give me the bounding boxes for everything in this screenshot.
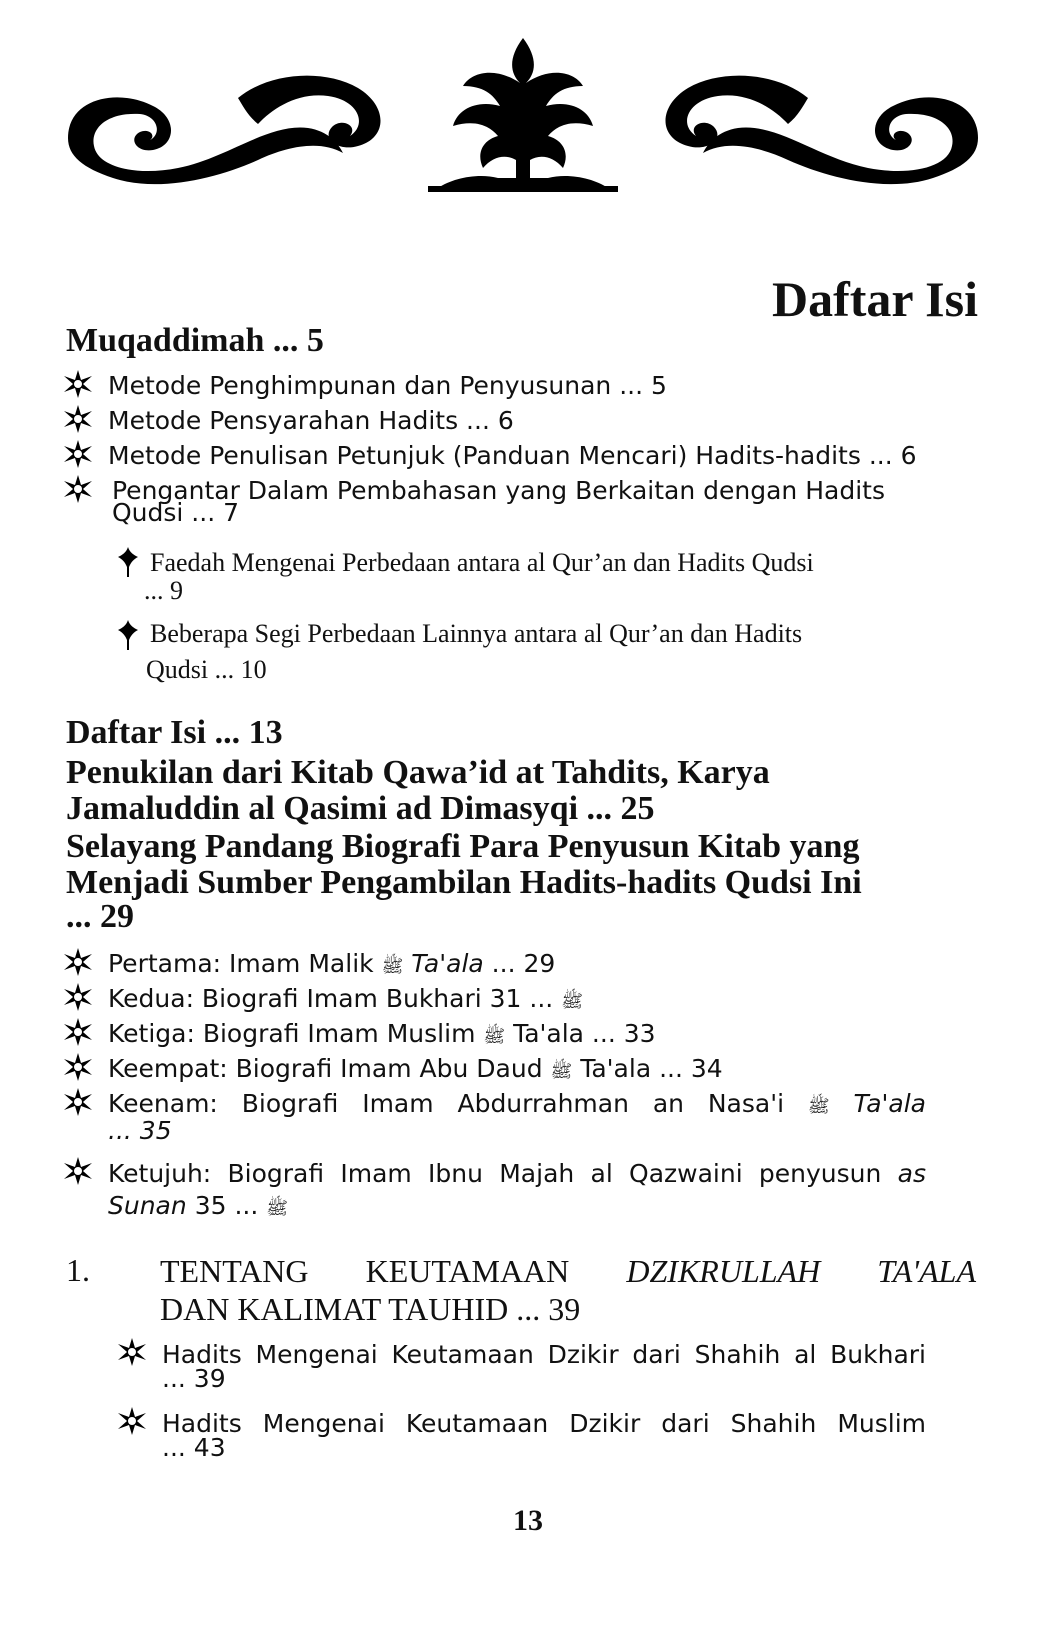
biografi-bukhari-page: ... 31 <box>489 984 554 1013</box>
heading-penukilan-line1[interactable]: Penukilan dari Kitab Qawa’id at Tahdits, Karya <box>66 754 770 791</box>
chapter-title[interactable] <box>160 1252 976 1328</box>
toc-item-pengantar-line2: Qudsi ... 7 <box>112 498 240 527</box>
star-bullet-icon <box>62 438 94 470</box>
star-bullet-icon <box>62 1051 94 1083</box>
toc-subitem-beberapa-line1: Beberapa Segi Perbedaan Lainnya antara al Qur’an dan Hadits <box>150 619 803 648</box>
floral-header-ornament <box>58 28 988 198</box>
toc-subitem-beberapa-line2: Qudsi ... 10 <box>146 655 267 684</box>
hadits-muslim-line2: ... 43 <box>162 1433 226 1462</box>
toc-item-biografi-nasai[interactable] <box>108 1090 926 1145</box>
page-number: 13 <box>513 1504 543 1537</box>
biografi-nasai-text: Keenam: Biografi Imam Abdurrahman an Nasa'i <box>108 1089 785 1118</box>
toc-item-biografi-muslim[interactable] <box>108 1020 968 1051</box>
chapter-number: 1. <box>66 1252 90 1288</box>
star-bullet-icon <box>62 1155 94 1187</box>
heading-selayang-line3[interactable]: ... 29 <box>66 898 134 935</box>
biografi-nasai-italic: Ta'ala <box>853 1089 926 1118</box>
toc-item-metode-penulisan[interactable]: Metode Penulisan Petunjuk (Panduan Mencari) Hadits-hadits ... 6 <box>108 441 917 470</box>
chapter-title-text: TENTANG KEUTAMAAN <box>160 1253 570 1289</box>
toc-item-pengantar-line1: Pengantar Dalam Pembahasan yang Berkaitan dengan Hadits <box>112 476 885 505</box>
biografi-malik-page: ... 29 <box>491 949 556 978</box>
heading-penukilan-line2[interactable]: Jamaluddin al Qasimi ad Dimasyqi ... 25 <box>66 790 655 827</box>
page-title: Daftar Isi <box>771 271 978 327</box>
ornament-bullet-icon <box>116 545 140 579</box>
honorific-glyph: ﷺ <box>561 991 583 1012</box>
hadits-bukhari-line1: Hadits Mengenai Keutamaan Dzikir dari Shahih al Bukhari <box>162 1340 926 1369</box>
toc-subitem-faedah-line1: Faedah Mengenai Perbedaan antara al Qur’an dan Hadits Qudsi <box>150 548 814 577</box>
biografi-abu-daud-text: Keempat: Biografi Imam Abu Daud <box>108 1054 543 1083</box>
honorific-glyph: ﷺ <box>381 956 404 977</box>
star-bullet-icon <box>62 403 94 435</box>
chapter-title-line2: DAN KALIMAT TAUHID ... 39 <box>160 1291 581 1327</box>
star-bullet-icon <box>62 368 94 400</box>
toc-item-biografi-ibnu-majah[interactable] <box>108 1160 926 1223</box>
biografi-ibnu-majah-italic2: Sunan <box>108 1191 187 1220</box>
biografi-malik-text: Pertama: Imam Malik <box>108 949 374 978</box>
heading-selayang-line2[interactable]: Menjadi Sumber Pengambilan Hadits-hadits Qudsi Ini <box>66 864 862 901</box>
biografi-abu-daud-page: Ta'ala ... 34 <box>580 1054 723 1083</box>
biografi-muslim-page: Ta'ala ... 33 <box>513 1019 656 1048</box>
biografi-ibnu-majah-text: Ketujuh: Biografi Imam Ibnu Majah al Qazwaini penyusun <box>108 1159 882 1188</box>
toc-item-metode-pensyarahan[interactable]: Metode Pensyarahan Hadits ... 6 <box>108 406 514 435</box>
biografi-nasai-page: ... 35 <box>108 1116 172 1145</box>
star-bullet-icon <box>62 946 94 978</box>
heading-daftar-isi[interactable]: Daftar Isi ... 13 <box>66 714 283 751</box>
star-bullet-icon <box>62 1086 94 1118</box>
hadits-bukhari-line2: ... 39 <box>162 1364 226 1393</box>
chapter-title-italic: DZIKRULLAH TA'ALA <box>626 1253 976 1289</box>
biografi-bukhari-text: Kedua: Biografi Imam Bukhari <box>108 984 482 1013</box>
star-bullet-icon <box>116 1336 148 1368</box>
star-bullet-icon <box>62 981 94 1013</box>
star-bullet-icon <box>116 1405 148 1437</box>
ornament-bullet-icon <box>116 618 140 652</box>
toc-item-metode-penghimpunan[interactable]: Metode Penghimpunan dan Penyusunan ... 5 <box>108 371 667 400</box>
toc-subitem-faedah-line2: ... 9 <box>144 576 183 605</box>
heading-muqaddimah[interactable]: Muqaddimah ... 5 <box>66 322 324 359</box>
heading-selayang-line1[interactable]: Selayang Pandang Biografi Para Penyusun Kitab yang <box>66 828 860 865</box>
toc-item-biografi-malik[interactable] <box>108 950 968 981</box>
hadits-muslim-line1: Hadits Mengenai Keutamaan Dzikir dari Shahih Muslim <box>162 1409 926 1438</box>
honorific-glyph: ﷺ <box>483 1026 506 1047</box>
toc-item-biografi-abu-daud[interactable] <box>108 1055 968 1086</box>
biografi-muslim-text: Ketiga: Biografi Imam Muslim <box>108 1019 476 1048</box>
honorific-glyph: ﷺ <box>807 1096 830 1117</box>
star-bullet-icon <box>62 473 94 505</box>
star-bullet-icon <box>62 1016 94 1048</box>
toc-item-pengantar[interactable] <box>112 477 926 527</box>
biografi-malik-italic: Ta'ala <box>411 949 484 978</box>
honorific-glyph: ﷺ <box>266 1198 288 1219</box>
toc-item-biografi-bukhari[interactable] <box>108 985 968 1016</box>
toc-subitem-faedah[interactable] <box>144 545 926 609</box>
toc-subitem-beberapa-segi[interactable] <box>146 616 926 688</box>
toc-item-hadits-bukhari[interactable] <box>162 1341 926 1393</box>
toc-item-hadits-muslim[interactable] <box>162 1410 926 1462</box>
biografi-ibnu-majah-page: ... 35 <box>194 1191 259 1220</box>
biografi-ibnu-majah-italic: as <box>897 1159 926 1188</box>
honorific-glyph: ﷺ <box>550 1061 573 1082</box>
